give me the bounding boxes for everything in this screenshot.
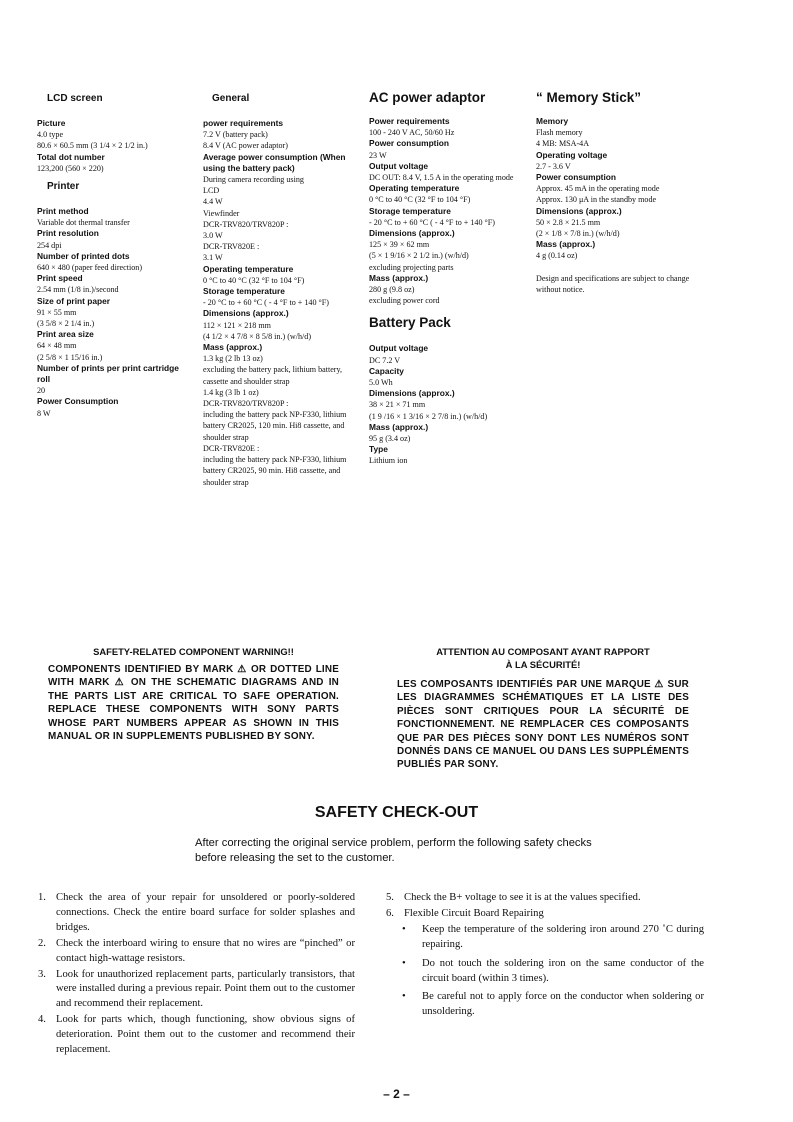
spec-term: Average power consumption (When using the battery pack)	[203, 151, 346, 173]
spec-term: Capacity	[369, 365, 404, 376]
spec-term: Power Consumption	[37, 396, 119, 407]
spec-value: excluding the battery pack, lithium battery, cassette and shoulder strap	[203, 365, 343, 386]
printer-heading: Printer	[47, 181, 80, 193]
spec-term: Mass (approx.)	[369, 421, 429, 432]
spec-value: 80.6 × 60.5 mm (3 1/4 × 2 1/2 in.)	[37, 141, 148, 151]
safety-warning-title: SAFETY-RELATED COMPONENT WARNING!!	[93, 646, 294, 657]
spec-item	[536, 206, 696, 240]
safety-checkout-title: SAFETY CHECK-OUT	[314, 804, 479, 821]
bullet-dot-icon: •	[402, 957, 406, 969]
spec-value: LCD	[203, 186, 220, 196]
safety-checklist-left	[38, 891, 355, 1059]
spec-item	[536, 116, 696, 150]
spec-item	[369, 422, 524, 444]
checklist-item	[38, 968, 355, 1013]
spec-value: During camera recording using	[203, 175, 304, 185]
spec-item	[37, 329, 187, 363]
spec-value: excluding power cord	[369, 296, 440, 306]
spec-value: 1.3 kg (2 lb 13 oz)	[203, 354, 263, 364]
spec-term: Mass (approx.)	[369, 272, 429, 283]
spec-item	[37, 296, 187, 330]
spec-value: 4.4 W	[203, 197, 223, 207]
spec-item	[37, 206, 187, 228]
spec-value: DCR-TRV820E :	[203, 443, 260, 453]
spec-item	[203, 264, 355, 286]
checklist-item	[386, 891, 704, 906]
checklist-text: Look for unauthorized replacement parts, particularly transistors, that were installed during a previous repair. Point them out to the customer and recommend their replacement.	[56, 968, 355, 1010]
spec-value: including the battery pack NP-F330, lithium battery CR2025, 120 min. Hi8 cassette, and shoulder strap	[203, 410, 347, 442]
spec-value: 112 × 121 × 218 mm	[203, 320, 271, 330]
safety-checklist-right	[386, 891, 704, 1024]
spec-value: 4.0 type	[37, 130, 64, 140]
spec-term: Print resolution	[37, 228, 99, 239]
spec-item	[37, 152, 187, 174]
spec-value: DC OUT: 8.4 V, 1.5 A in the operating mode	[369, 173, 514, 183]
spec-item	[369, 388, 524, 422]
spec-value: 280 g (9.8 oz)	[369, 285, 415, 295]
lcd-screen-heading: LCD screen	[47, 93, 103, 104]
spec-item	[536, 150, 696, 172]
spec-term: Dimensions (approx.)	[536, 205, 622, 216]
spec-value: 8 W	[37, 408, 51, 418]
spec-term: Power consumption	[369, 138, 450, 149]
spec-item	[369, 161, 524, 183]
spec-value: 91 × 55 mm	[37, 307, 77, 317]
lcd-printer-column	[37, 90, 187, 419]
spec-value: DCR-TRV820E :	[203, 242, 260, 252]
spec-term: Number of printed dots	[37, 250, 130, 261]
page-number: – 2 –	[383, 1087, 410, 1101]
spec-value: 254 dpi	[37, 240, 62, 250]
spec-term: Memory	[536, 116, 569, 126]
spec-item	[369, 183, 524, 205]
spec-value: Approx. 45 mA in the operating mode	[536, 184, 660, 194]
spec-value: - 20 °C to + 60 °C ( - 4 °F to + 140 °F)	[203, 298, 329, 308]
spec-value: 2.54 mm (1/8 in.)/second	[37, 285, 119, 295]
spec-item	[369, 138, 524, 160]
bullet-item	[400, 957, 704, 987]
printer-spec-list	[37, 206, 187, 419]
spec-term: Storage temperature	[203, 286, 285, 297]
bullet-text: Do not touch the soldering iron on the same conductor of the circuit board (within 3 times).	[422, 957, 704, 984]
general-heading: General	[212, 93, 250, 104]
spec-item	[37, 396, 187, 418]
spec-value: 1.4 kg (3 lb 1 oz)	[203, 387, 259, 397]
spec-value: (2 5/8 × 1 15/16 in.)	[37, 352, 103, 362]
spec-item	[369, 366, 524, 388]
bullet-text: Keep the temperature of the soldering iron around 270 ˚C during repairing.	[422, 923, 704, 950]
spec-item	[203, 342, 355, 488]
lcd-spec-list	[37, 118, 187, 174]
spec-value: 123,200 (560 × 220)	[37, 163, 104, 173]
spec-value: including the battery pack NP-F330, lithium battery CR2025, 90 min. Hi8 cassette, and shoulder strap	[203, 455, 347, 487]
spec-item	[369, 228, 524, 273]
checklist-text: Look for parts which, though functioning, show obvious signs of deterioration. Point them out to the customer and recommend their replacement.	[56, 1014, 355, 1056]
spec-item	[536, 172, 696, 206]
spec-value: 23 W	[369, 150, 387, 160]
spec-value: 3.0 W	[203, 231, 223, 241]
checklist-number: 2.	[38, 937, 46, 949]
spec-value: Lithium ion	[369, 456, 408, 466]
spec-value: (2 × 1/8 × 7/8 in.) (w/h/d)	[536, 229, 620, 239]
spec-term: Operating temperature	[369, 183, 460, 194]
checklist-number: 6.	[386, 907, 394, 919]
bullet-text: Be careful not to apply force on the conductor when soldering or unsoldering.	[422, 991, 704, 1018]
bullet-dot-icon: •	[402, 991, 406, 1003]
spec-item	[369, 273, 524, 307]
checklist-number: 4.	[38, 1014, 46, 1026]
safety-checkout-intro: After correcting the original service problem, perform the following safety checks before releasing the set to the customer.	[195, 837, 592, 864]
safety-warning-french	[397, 645, 689, 772]
spec-value: - 20 °C to + 60 °C ( - 4 °F to + 140 °F)	[369, 217, 495, 227]
spec-value: 50 × 2.8 × 21.5 mm	[536, 217, 601, 227]
memory-stick-heading: “ Memory Stick”	[536, 90, 642, 105]
spec-value: 0 °C to 40 °C (32 °F to 104 °F)	[369, 195, 471, 205]
memory-stick-column	[536, 90, 696, 295]
spec-term: Size of print paper	[37, 295, 111, 306]
flex-board-bullets	[400, 923, 704, 1020]
memory-stick-spec-list	[536, 116, 696, 262]
spec-item	[203, 118, 355, 152]
spec-term: Operating voltage	[536, 149, 608, 160]
checklist-item	[38, 891, 355, 936]
spec-term: Output voltage	[369, 343, 429, 354]
spec-item	[203, 308, 355, 342]
safety-warning-body: COMPONENTS IDENTIFIED BY MARK ⚠ OR DOTTED LINE WITH MARK ⚠ ON THE SCHEMATIC DIAGRAMS AND IN THE PARTS LIST ARE CRITICAL TO SAFE OPERATION. REPLACE THESE COMPONENTS WITH SONY PARTS WHOSE PART NUMBERS APPEAR AS SHOWN IN THIS MANUAL OR IN SUPPLEMENTS PUBLISHED BY SONY.	[48, 664, 339, 743]
spec-value: 0 °C to 40 °C (32 °F to 104 °F)	[203, 275, 305, 285]
spec-item	[203, 152, 355, 264]
checklist-item	[38, 937, 355, 967]
checklist-item	[38, 1013, 355, 1058]
spec-value: (5 × 1 9/16 × 2 1/2 in.) (w/h/d)	[369, 251, 469, 261]
bullet-item	[400, 990, 704, 1020]
spec-term: Type	[369, 444, 388, 455]
spec-item	[536, 239, 696, 261]
checklist-item	[386, 907, 704, 922]
spec-change-note: Design and specifications are subject to change without notice.	[536, 273, 690, 294]
spec-item	[37, 228, 187, 250]
spec-term: Storage temperature	[369, 205, 451, 216]
spec-value: 640 × 480 (paper feed direction)	[37, 263, 143, 273]
checklist-number: 3.	[38, 968, 46, 980]
safety-warning-english	[48, 645, 339, 743]
battery-pack-heading: Battery Pack	[369, 315, 451, 331]
spec-term: Print area size	[37, 329, 94, 340]
checklist-number: 5.	[386, 892, 394, 903]
spec-value: 5.0 Wh	[369, 378, 393, 388]
spec-term: Output voltage	[369, 160, 429, 171]
spec-value: 2.7 - 3.6 V	[536, 161, 571, 171]
spec-value: 4 MB: MSA-4A	[536, 139, 590, 149]
spec-value: Viewfinder	[203, 208, 240, 218]
checklist-text: Check the B+ voltage to see it is at the values specified.	[404, 892, 641, 903]
spec-term: Power requirements	[369, 116, 450, 126]
spec-item	[203, 286, 355, 308]
safety-warning-body-fr: LES COMPOSANTS IDENTIFIÉS PAR UNE MARQUE ⚠ SUR LES DIAGRAMMES SCHÉMATIQUES ET LA LISTE DES PIÈCES SONT CRITIQUES POUR LA SÉCURITÉ DE FONCTIONNEMENT. NE REMPLACER CES COMPOSANTS QUE PAR DES PIÈCES SONY DONT LES NUMÉROS SONT DONNÉS DANS CE MANUEL OU DANS LES SUPPLÉMENTS PUBLIÉS PAR SONY.	[397, 679, 689, 771]
spec-item	[37, 363, 187, 397]
spec-value: 8.4 V (AC power adaptor)	[203, 141, 288, 151]
spec-value: 20	[37, 386, 46, 396]
spec-term: Power consumption	[536, 172, 617, 183]
spec-term: Picture	[37, 118, 66, 128]
spec-term: Print method	[37, 206, 89, 217]
spec-item	[369, 343, 524, 365]
bullet-item	[400, 923, 704, 953]
spec-item	[369, 116, 524, 138]
spec-term: Number of prints per print cartridge roll	[37, 362, 179, 385]
spec-value: 38 × 21 × 71 mm	[369, 400, 426, 410]
checklist-text: Check the interboard wiring to ensure that no wires are “pinched” or contact high-wattage resistors.	[56, 937, 355, 964]
ac-adaptor-heading: AC power adaptor	[369, 90, 486, 105]
spec-value: (3 5/8 × 2 1/4 in.)	[37, 319, 95, 329]
checklist-left-items	[38, 891, 355, 1058]
spec-item	[37, 273, 187, 295]
spec-item	[37, 118, 187, 152]
spec-value: Variable dot thermal transfer	[37, 218, 130, 228]
checklist-right-items	[386, 891, 704, 922]
spec-term: Operating temperature	[203, 263, 294, 274]
battery-pack-spec-list	[369, 343, 524, 466]
spec-value: 4 g (0.14 oz)	[536, 251, 578, 261]
spec-item	[369, 444, 524, 466]
spec-value: 3.1 W	[203, 253, 223, 263]
spec-term: Mass (approx.)	[203, 342, 263, 353]
spec-item	[37, 251, 187, 273]
spec-value: DC 7.2 V	[369, 355, 401, 365]
spec-term: Dimensions (approx.)	[203, 308, 289, 319]
spec-term: Total dot number	[37, 151, 105, 162]
spec-value: DCR-TRV820/TRV820P :	[203, 219, 289, 229]
general-column	[203, 90, 355, 488]
spec-term: Dimensions (approx.)	[369, 388, 455, 399]
spec-value: 64 × 48 mm	[37, 341, 77, 351]
spec-term: Mass (approx.)	[536, 239, 596, 250]
spec-value: DCR-TRV820/TRV820P :	[203, 399, 289, 409]
spec-item	[369, 206, 524, 228]
ac-adaptor-spec-list	[369, 116, 524, 306]
spec-value: 7.2 V (battery pack)	[203, 130, 268, 140]
spec-value: 95 g (3.4 oz)	[369, 434, 411, 444]
spec-term: Dimensions (approx.)	[369, 228, 455, 239]
spec-value: (4 1/2 × 4 7/8 × 8 5/8 in.) (w/h/d)	[203, 331, 312, 341]
checklist-text: Flexible Circuit Board Repairing	[404, 907, 544, 919]
general-spec-list	[203, 118, 355, 488]
spec-value: excluding projecting parts	[369, 262, 454, 272]
spec-value: 100 - 240 V AC, 50/60 Hz	[369, 128, 455, 138]
checklist-text: Check the area of your repair for unsoldered or poorly-soldered connections. Check the entire board surface for solder splashes and bridges.	[56, 892, 355, 933]
spec-term: power requirements	[203, 118, 284, 128]
bullet-dot-icon: •	[402, 923, 406, 935]
checklist-number: 1.	[38, 892, 46, 903]
spec-value: (1 9 /16 × 1 3/16 × 2 7/8 in.) (w/h/d)	[369, 411, 488, 421]
power-column	[369, 90, 524, 467]
safety-warning-title-fr-1: ATTENTION AU COMPOSANT AYANT RAPPORT	[436, 646, 650, 657]
safety-warning-title-fr-2: À LA SÉCURITÉ!	[505, 659, 581, 670]
spec-value: Approx. 130 μA in the standby mode	[536, 195, 657, 205]
spec-value: Flash memory	[536, 128, 583, 138]
spec-term: Print speed	[37, 273, 83, 284]
spec-value: 125 × 39 × 62 mm	[369, 240, 430, 250]
